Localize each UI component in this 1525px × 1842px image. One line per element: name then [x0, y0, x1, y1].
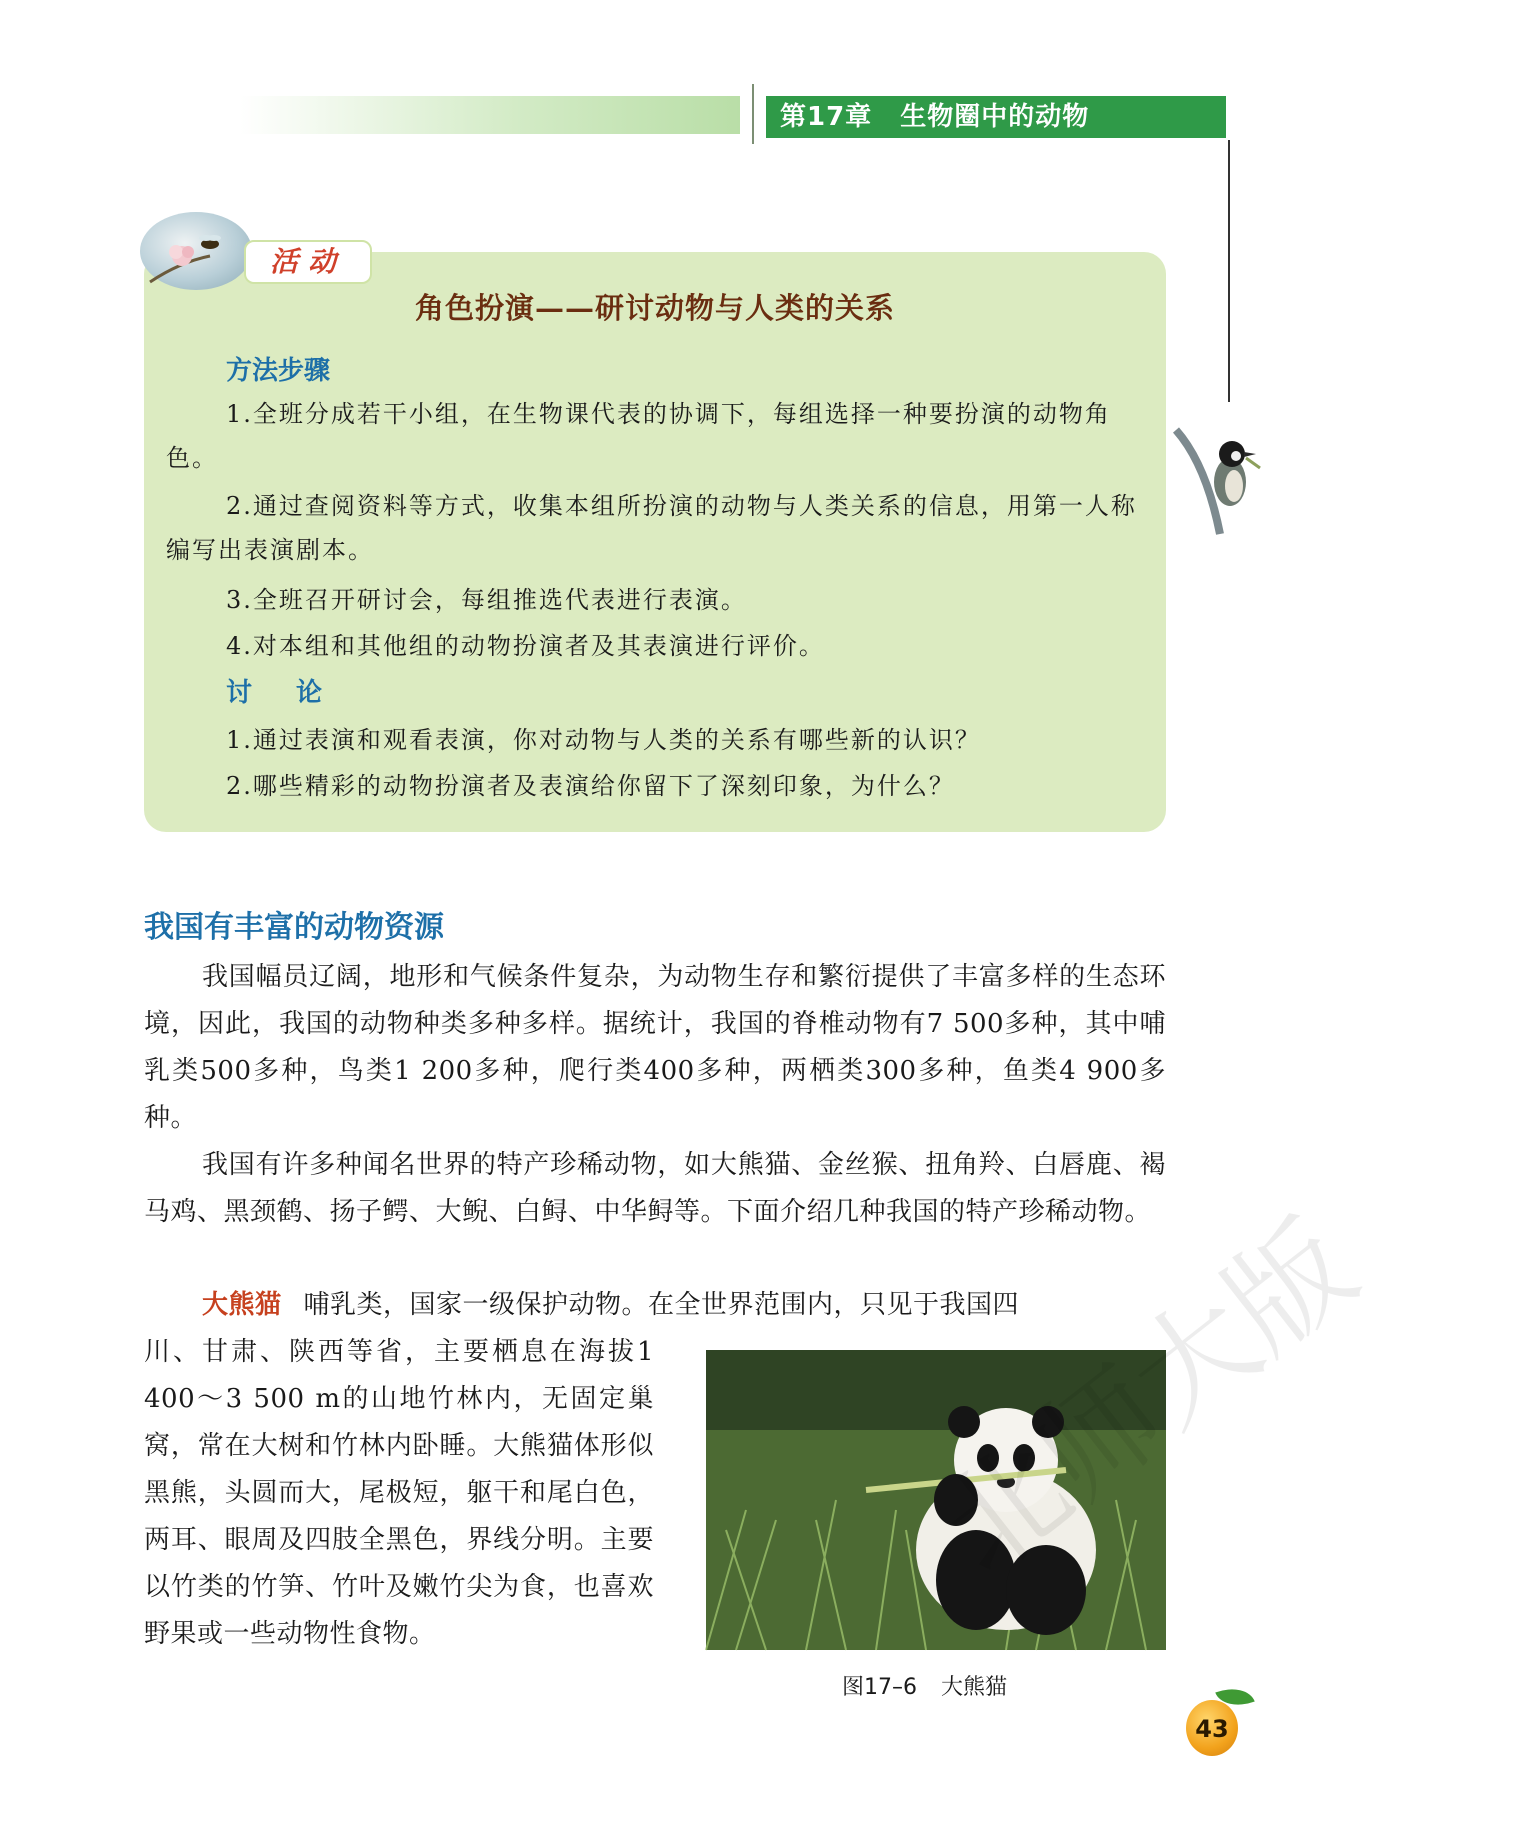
bee-flower-image	[140, 212, 252, 290]
step-item: 3.全班召开研讨会，每组推选代表进行表演。	[226, 586, 747, 614]
margin-rule	[1228, 140, 1230, 402]
figure-caption	[842, 1670, 1007, 1701]
page-number: 43	[1186, 1700, 1238, 1756]
step-item: 4.对本组和其他组的动物扮演者及其表演进行评价。	[226, 632, 825, 660]
panda-term: 大熊猫	[202, 1290, 282, 1320]
header-divider	[752, 84, 754, 144]
chapter-header	[766, 96, 1226, 138]
chapter-title: 生物圈中的动物	[900, 102, 1090, 132]
figure-number: 图17–6	[842, 1675, 917, 1700]
figure-label: 大熊猫	[941, 1675, 1008, 1700]
header-gradient-band	[240, 96, 740, 134]
bird-image	[1176, 424, 1262, 534]
discussion-heading: 讨论	[226, 678, 367, 708]
body-paragraph: 我国幅员辽阔，地形和气候条件复杂，为动物生存和繁衍提供了丰富多样的生态环境，因此，我国的动物种类多种多样。据统计，我国的脊椎动物有7 500多种，其中哺乳类500多种，鸟类1 200多种，爬行类400多种，两栖类300多种，鱼类4 900多种。	[144, 962, 1166, 1133]
panda-lead-line	[202, 1282, 1166, 1329]
panda-description: 川、甘肃、陕西等省，主要栖息在海拔1 400～3 500 m的山地竹林内，无固定巢窝，常在大树和竹林内卧睡。大熊猫体形似黑熊，头圆而大，尾极短，躯干和尾白色，两耳、眼周及四肢全黑色，界线分明。主要以竹类的竹笋、竹叶及嫩竹尖为食，也喜欢野果或一些动物性食物。	[144, 1337, 654, 1649]
section-title: 我国有丰富的动物资源	[144, 910, 444, 945]
steps-heading: 方法步骤	[226, 356, 331, 386]
chapter-number: 第17章	[780, 102, 873, 132]
panda-lead-text: 哺乳类，国家一级保护动物。在全世界范围内，只见于我国四	[303, 1290, 1020, 1320]
body-paragraph: 我国有许多种闻名世界的特产珍稀动物，如大熊猫、金丝猴、扭角羚、白唇鹿、褐马鸡、黑颈鹤、扬子鳄、大鲵、白鲟、中华鲟等。下面介绍几种我国的特产珍稀动物。	[144, 1150, 1166, 1227]
activity-label: 活动	[244, 240, 372, 284]
panda-photo	[706, 1350, 1166, 1650]
step-item: 2.通过查阅资料等方式，收集本组所扮演的动物与人类关系的信息，用第一人称编写出表演剧本。	[166, 492, 1137, 564]
discussion-item: 1.通过表演和观看表演，你对动物与人类的关系有哪些新的认识？	[226, 726, 981, 754]
step-item: 1.全班分成若干小组，在生物课代表的协调下，每组选择一种要扮演的动物角色。	[166, 400, 1111, 472]
activity-title: 角色扮演——研讨动物与人类的关系	[414, 291, 895, 325]
discussion-item: 2.哪些精彩的动物扮演者及表演给你留下了深刻印象，为什么？	[226, 772, 955, 800]
